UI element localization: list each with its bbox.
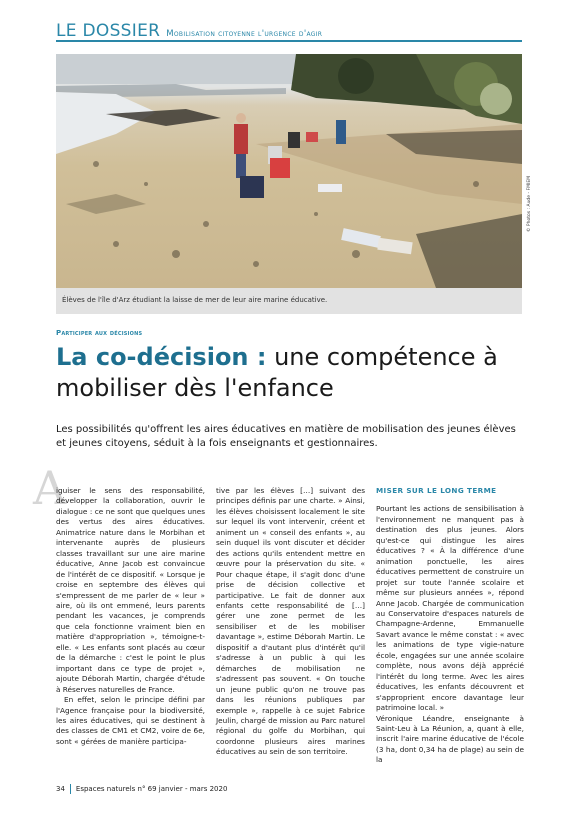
photo-credit: © Photos : Aude - FMIEM [527, 175, 532, 232]
section-rubrique: LE DOSSIER [56, 21, 161, 41]
journal-info: Espaces naturels n° 69 janvier - mars 2020 [75, 785, 228, 793]
column-3-heading: MISER SUR LE LONG TERME [376, 486, 497, 495]
article-title-rest: une compétence à mobiliser dès l'enfance [56, 343, 498, 402]
article-column-1 [56, 486, 205, 747]
dropcap-letter: A [33, 461, 67, 515]
column-3-paragraph-1: Pourtant les actions de sensibilisation à l'environnement ne manquent pas à destination des plus jeunes. Alors qu'est-ce qui distingue les aires éducatives ? « À la différence d'une animation ponctuelle, les aires éducatives permettent de construire un projet sur toute l'année scolaire et même sur plusieurs années », répond Anne Jacob. Chargée de communication au Conservatoire d'espaces naturels de Champagne-Ardenne, Emmanuelle Savart avance le même constat : « avec les animations de type vigie-nature école, engagées sur une année scolaire complète, nous avons déjà apprécié l'intérêt du long terme. Avec les aires éducatives, les enfants découvrent et s'approprient encore davantage leur patrimoine local. » [376, 504, 524, 713]
column-3-paragraph-2: Véronique Léandre, enseignante à Saint-Leu à La Réunion, a, quant à elle, inscrit l'aire marine éducative de l'école (3 ha, dont 0,34 ha de plage) au sein de la [376, 713, 524, 765]
photo-caption: Élèves de l'île d'Arz étudiant la laisse de mer de leur aire marine éducative. [62, 296, 328, 304]
page-footer [56, 784, 227, 794]
article-column-3 [376, 486, 524, 766]
column-1-paragraph-2: En effet, selon le principe défini par l'Agence française pour la biodiversité, les aires éducatives, qui se destinent à des classes de CM1 et CM2, voire de 6e, sont « gérées de manière participa- [56, 695, 205, 746]
section-subtitle: Mobilisation citoyenne l'urgence d'agir [166, 29, 323, 39]
column-1-paragraph-1: iguiser le sens des responsabilité, développer la collaboration, ouvrir le dialogue : ce ne sont que quelques unes des vertus des aires éducatives. Animatrice nature dans le Morbihan et intervenante auprès de plusieurs classes travaillant sur une aire marine éducative, Anne Jacob est convaincue de l'intérêt de ce dispositif. « Lorsque je croise en septembre des élèves qui s'empressent de me parler de « leur » aire, où ils ont emmené, leurs parents pendant les vacances, je comprends que cela fonctionne vraiment bien en matière d'appropriation », témoigne-t-elle. « Les enfants sont placés au cœur de la démarche : c'est le point le plus important dans ce type de projet », ajoute Déborah Martin, chargée d'étude à Réserves naturelles de France. [56, 486, 205, 694]
article-column-2 [216, 486, 365, 758]
article-photo [56, 54, 522, 288]
article-title-bold: La co-décision : [56, 343, 267, 371]
section-header [56, 20, 522, 42]
article-kicker: Participer aux décisions [56, 329, 143, 337]
column-2-paragraph: tive par les élèves […] suivant des principes définis par une charte. » Ainsi, les élèves choisissent localement le site sur lequel ils vont intervenir, créent et animent un « conseil des enfants », au sein duquel ils vont discuter et décider des actions qu'ils entendent mettre en œuvre pour la préservation du site. « Pour chaque étape, il s'agit donc d'une prise de décision collective et participative. Le fait de donner aux enfants cette responsabilité de […] gérer une zone permet de les sensibiliser et de les mobiliser davantage », estime Déborah Martin. Le dispositif a d'autant plus d'intérêt qu'il s'adresse à un public à qui les démarches de mobilisation ne s'adressent pas souvent. « On touche un jeune public qu'on ne trouve pas dans les réunions publiques par exemple », rappelle à ce sujet Fabrice Jeulin, chargé de mission au Parc naturel régional du golfe du Morbihan, qui coordonne plusieurs aires marines éducatives au sein de son territoire. [216, 486, 365, 757]
footer-divider [70, 784, 71, 794]
beach-scene-illustration [56, 54, 522, 288]
page-number: 34 [56, 785, 65, 793]
caption-band [56, 288, 522, 314]
article-title [56, 342, 522, 404]
article-lead: Les possibilités qu'offrent les aires éducatives en matière de mobilisation des jeunes élèves et jeunes citoyens, séduit à la fois enseignants et gestionnaires. [56, 424, 516, 449]
